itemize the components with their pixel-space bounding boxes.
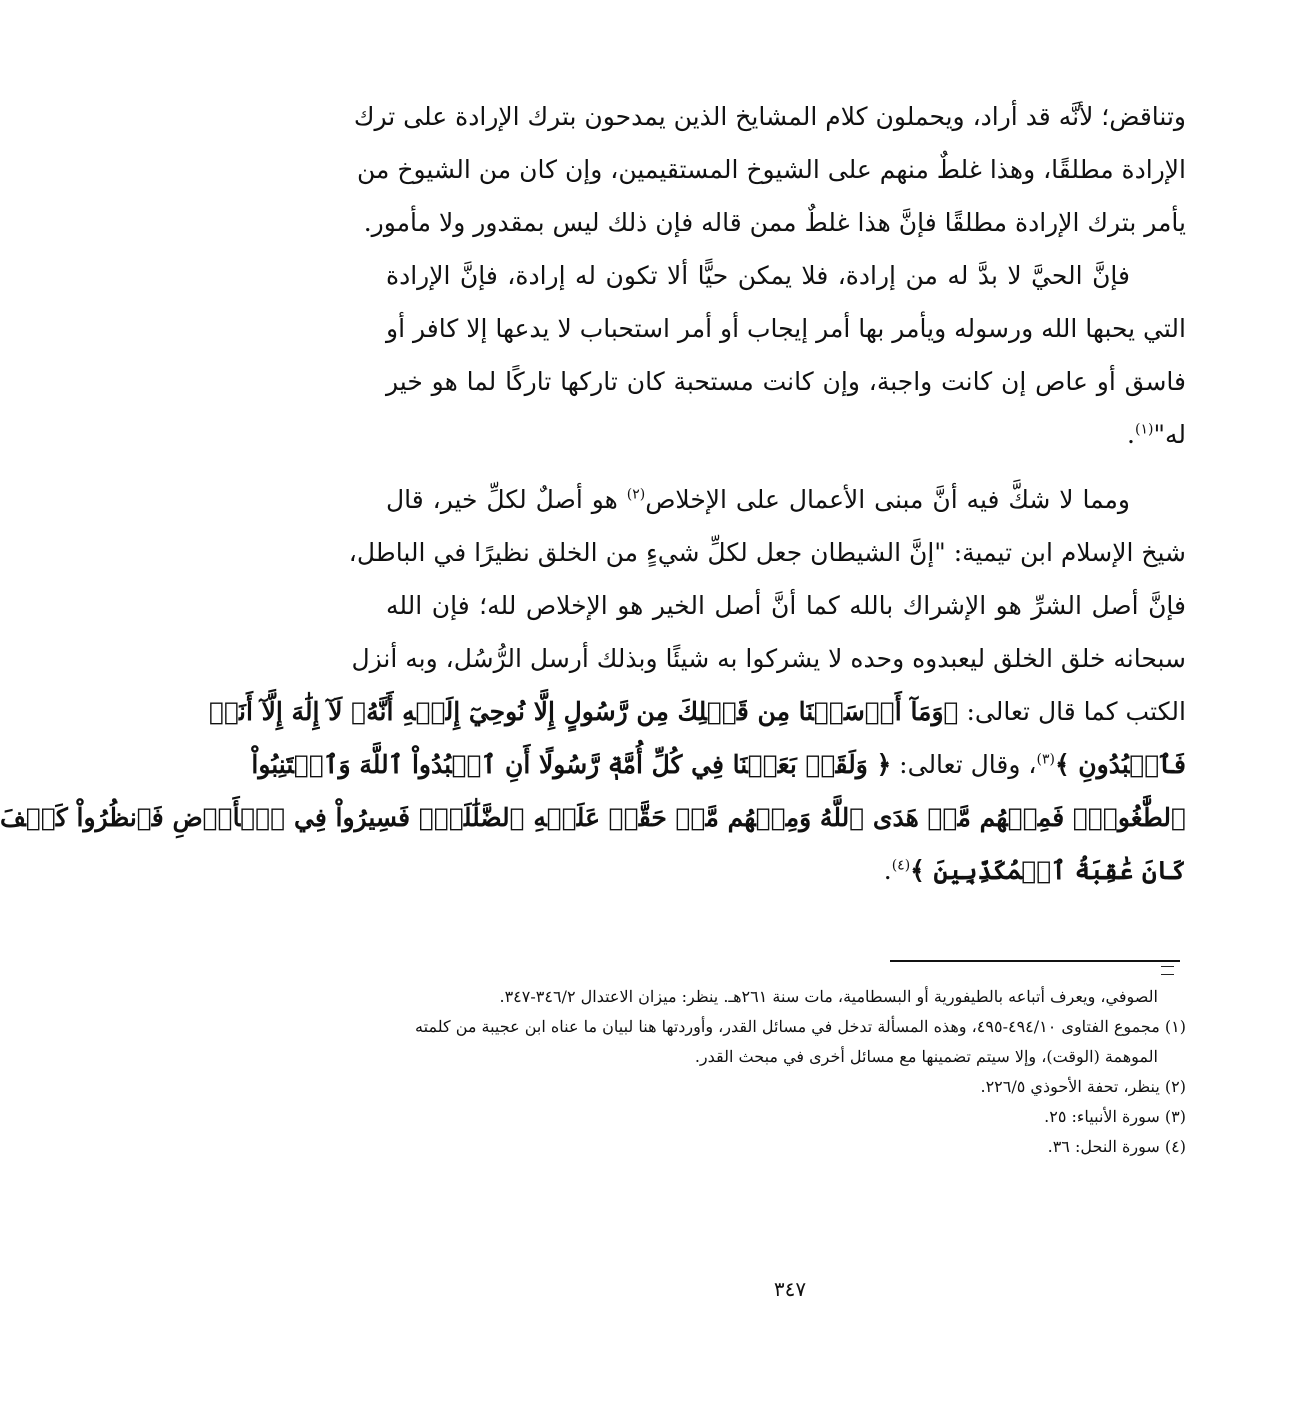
p3-line-1-a: ومما لا شكَّ فيه أنَّ مبنى الأعمال على الإخلاص (645, 485, 1130, 514)
footnote-separator (890, 960, 1180, 962)
p2-end-text: له" (1153, 420, 1186, 449)
footnote-ref-2: (٢) (626, 486, 646, 503)
p3-line-6 (251, 738, 1186, 791)
paragraph-gap (386, 461, 1186, 473)
p3-line-5 (209, 685, 1186, 738)
footnote-2: (٢) ينظر، تحفة الأحوذي ٢٢٦/٥. (980, 1077, 1186, 1096)
footnote-1-line-1: (١) مجموع الفتاوى ٤٩٤/١٠-٤٩٥، وهذه المسألة تدخل في مسائل القدر، وأوردتها هنا لبيان ما عناه ابن عجيبة من كلمته (415, 1017, 1186, 1036)
main-text (0, 90, 1186, 897)
p3-line-8-tail: . (883, 856, 892, 885)
page-number: ٣٤٧ (773, 1277, 807, 1301)
p2-line-1 (386, 249, 1186, 302)
quran-verse-1b: فَٱعۡبُدُونِ ﴾ (1054, 750, 1186, 779)
p2-line-4 (386, 408, 1186, 461)
p2-line-3: فاسق أو عاص إن كانت واجبة، وإن كانت مستحبة كان تاركها تاركًا لما هو خير (386, 367, 1186, 396)
footnote-1-line-2: الموهمة (الوقت)، وإلا سيتم تضمينها مع مسائل أخرى في مبحث القدر. (694, 1047, 1158, 1066)
quran-verse-2b: ٱلطَّٰغُوتَۖ فَمِنۡهُم مَّنۡ هَدَى ٱللَّهُ وَمِنۡهُم مَّنۡ حَقَّتۡ عَلَيۡهِ ٱلضَّلَٰلَةُۚ فَسِيرُواْ فِي ٱلۡأَرۡضِ فَٱنظُرُواْ كَيۡفَ (0, 803, 1186, 832)
p3-line-1 (386, 473, 1186, 526)
p1-line-1: وتناقض؛ لأنَّه قد أراد، ويحملون كلام المشايخ الذين يمدحون بترك الإرادة على ترك (353, 102, 1186, 131)
p3-line-4: سبحانه خلق الخلق ليعبدوه وحده لا يشركوا به شيئًا وبذلك أرسل الرُّسُل، وبه أنزل (351, 644, 1186, 673)
footnote-3: (٣) سورة الأنبياء: ٢٥. (1044, 1107, 1186, 1126)
quran-verse-2a: ﴿ وَلَقَدۡ بَعَثۡنَا فِي كُلِّ أُمَّةٖ رَّسُولًا أَنِ ٱعۡبُدُواْ ٱللَّهَ وَٱجۡتَنِبُواْ (251, 750, 892, 779)
p2-end-tail: . (1127, 420, 1135, 449)
p3-line-2: شيخ الإسلام ابن تيمية: "إنَّ الشيطان جعل لكلِّ شيءٍ من الخلق نظيرًا في الباطل، (348, 538, 1186, 567)
p3-line-6-mid: ، وقال تعالى: (891, 750, 1037, 779)
footnote-continuation-mark (1161, 966, 1174, 975)
p2-line-1-text: فإنَّ الحيَّ لا بدَّ له من إرادة، فلا يمكن حيًّا ألا تكون له إرادة، فإنَّ الإرادة (386, 261, 1130, 290)
p3-line-5-a: الكتب كما قال تعالى: (958, 697, 1186, 726)
p3-line-3: فإنَّ أصل الشرِّ هو الإشراك بالله كما أنَّ أصل الخير هو الإخلاص لله؛ فإن الله (386, 591, 1186, 620)
p2-line-2: التي يحبها الله ورسوله ويأمر بها أمر إيجاب أو أمر استحباب لا يدعها إلا كافر أو (386, 314, 1186, 343)
p1-line-3: يأمر بترك الإرادة مطلقًا فإنَّ هذا غلطٌ ممن قاله فإن ذلك ليس بمقدور ولا مأمور. (363, 208, 1186, 237)
footnote-ref-1: (١) (1135, 421, 1154, 438)
p3-line-8 (386, 844, 1186, 897)
footnote-ref-3: (٣) (1036, 751, 1055, 768)
p1-line-2: الإرادة مطلقًا، وهذا غلطٌ منهم على الشيوخ المستقيمين، وإن كان من الشيوخ من (356, 155, 1186, 184)
quran-verse-1a: ﴿وَمَآ أَرۡسَلۡنَا مِن قَبۡلِكَ مِن رَّسُولٍ إِلَّا نُوحِيٓ إِلَيۡهِ أَنَّهُۥ لَآ إِلَٰهَ إِلَّآ أَنَا۠ (209, 697, 959, 726)
footnotes (386, 982, 1186, 1162)
footnote-ref-4: (٤) (891, 857, 911, 874)
p3-line-1-b: هو أصلٌ لكلِّ خير، قال (386, 485, 627, 514)
quran-verse-2c: كَانَ عَٰقِبَةُ ٱلۡمُكَذِّبِينَ ﴾ (910, 856, 1186, 885)
footnote-4: (٤) سورة النحل: ٣٦. (1047, 1137, 1186, 1156)
footnote-continued: الصوفي، ويعرف أتباعه بالطيفورية أو البسطامية، مات سنة ٢٦١هـ. ينظر: ميزان الاعتدال ٣٤٦/٢-٣٤٧. (499, 987, 1158, 1006)
